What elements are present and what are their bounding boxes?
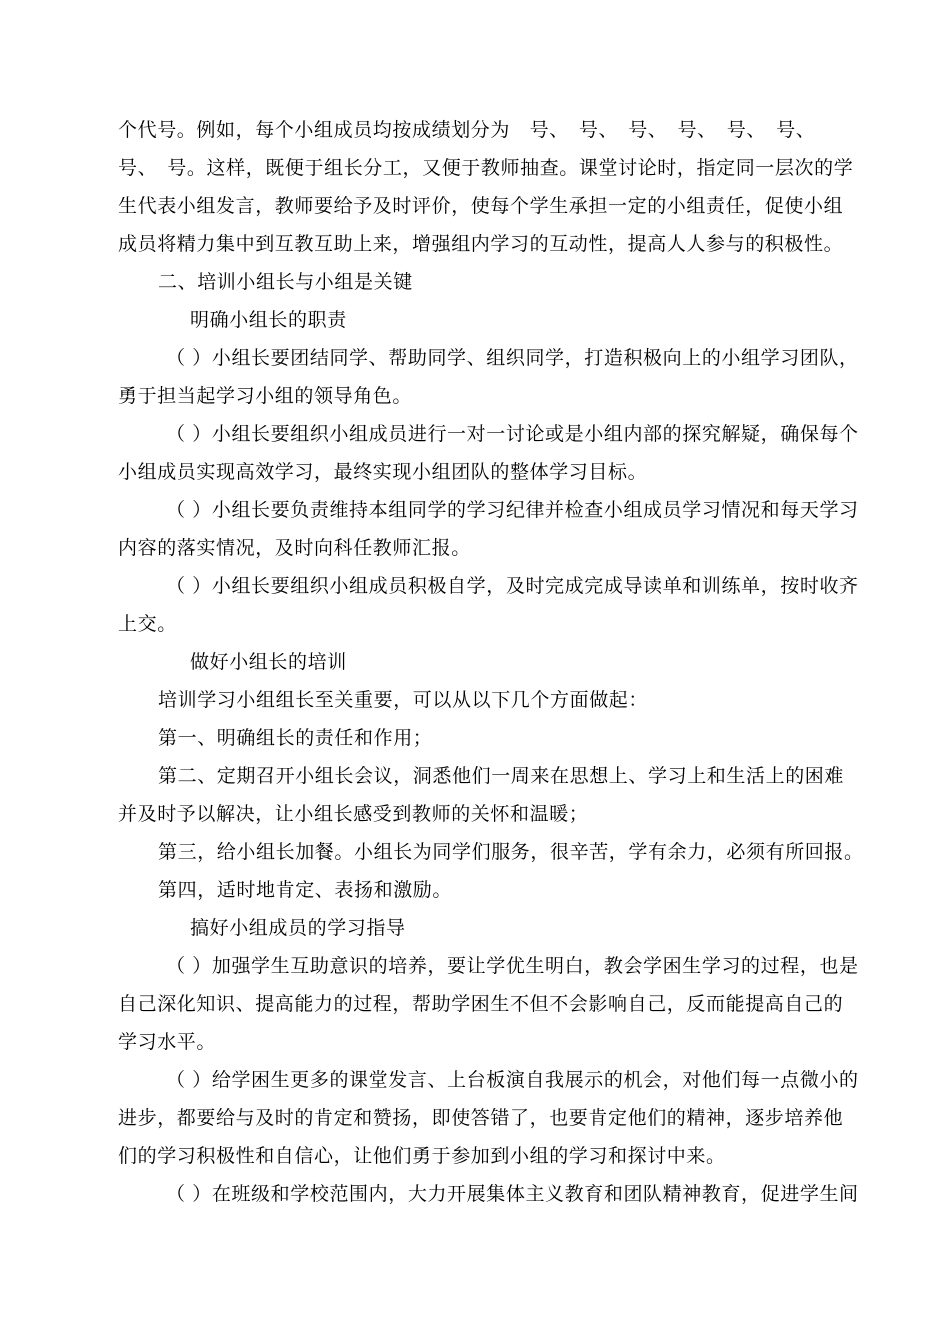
list-item-line: （ ）小组长要组织小组成员进行一对一讨论或是小组内部的探究解疑，确保每个	[166, 423, 859, 445]
section-heading: 二、培训小组长与小组是关键	[158, 271, 413, 293]
list-item-line: （ ）小组长要组织小组成员积极自学，及时完成完成导读单和训练单，按时收齐	[166, 575, 859, 597]
paragraph-line: 上交。	[118, 613, 177, 635]
paragraph-line: 培训学习小组组长至关重要，可以从以下几个方面做起：	[158, 689, 649, 711]
subsection-heading: 明确小组长的职责	[190, 309, 347, 331]
paragraph-line: 第四，适时地肯定、表扬和激励。	[158, 879, 453, 901]
paragraph-line: 自己深化知识、提高能力的过程，帮助学困生不但不会影响自己，反而能提高自己的	[118, 993, 844, 1015]
subsection-heading: 搞好小组成员的学习指导	[190, 917, 406, 939]
paragraph-line: 小组成员实现高效学习，最终实现小组团队的整体学习目标。	[118, 461, 648, 483]
paragraph-line: 第一、明确组长的责任和作用；	[158, 727, 433, 749]
paragraph-line: 第二、定期召开小组长会议，洞悉他们一周来在思想上、学习上和生活上的困难	[158, 765, 845, 787]
list-item-line: （ ）小组长要负责维持本组同学的学习纪律并检查小组成员学习情况和每天学习	[166, 499, 859, 521]
paragraph-line: 并及时予以解决，让小组长感受到教师的关怀和温暖；	[118, 803, 589, 825]
list-item-line: （ ）给学困生更多的课堂发言、上台板演自我展示的机会，对他们每一点微小的	[166, 1069, 859, 1091]
list-item-line: （ ）加强学生互助意识的培养，要让学优生明白，教会学困生学习的过程，也是	[166, 955, 859, 977]
paragraph-line: 号、 号。这样，既便于组长分工，又便于教师抽查。课堂讨论时，指定同一层次的学	[118, 157, 854, 179]
paragraph-line: 个代号。例如，每个小组成员均按成绩划分为 号、 号、 号、 号、 号、 号、	[118, 119, 816, 141]
paragraph-line: 进步，都要给与及时的肯定和赞扬，即使答错了，也要肯定他们的精神，逐步培养他	[118, 1107, 844, 1129]
paragraph-line: 学习水平。	[118, 1031, 217, 1053]
list-item-line: （ ）在班级和学校范围内，大力开展集体主义教育和团队精神教育，促进学生间	[166, 1183, 859, 1205]
subsection-heading: 做好小组长的培训	[190, 651, 347, 673]
paragraph-line: 内容的落实情况，及时向科任教师汇报。	[118, 537, 471, 559]
paragraph-line: 成员将精力集中到互教互助上来，增强组内学习的互动性，提高人人参与的积极性。	[118, 233, 844, 255]
paragraph-line: 第三，给小组长加餐。小组长为同学们服务，很辛苦，学有余力，必须有所回报。	[158, 841, 864, 863]
list-item-line: （ ）小组长要团结同学、帮助同学、组织同学，打造积极向上的小组学习团队，	[166, 347, 859, 369]
paragraph-line: 们的学习积极性和自信心，让他们勇于参加到小组的学习和探讨中来。	[118, 1145, 726, 1167]
paragraph-line: 生代表小组发言，教师要给予及时评价，使每个学生承担一定的小组责任，促使小组	[118, 195, 844, 217]
paragraph-line: 勇于担当起学习小组的领导角色。	[118, 385, 413, 407]
